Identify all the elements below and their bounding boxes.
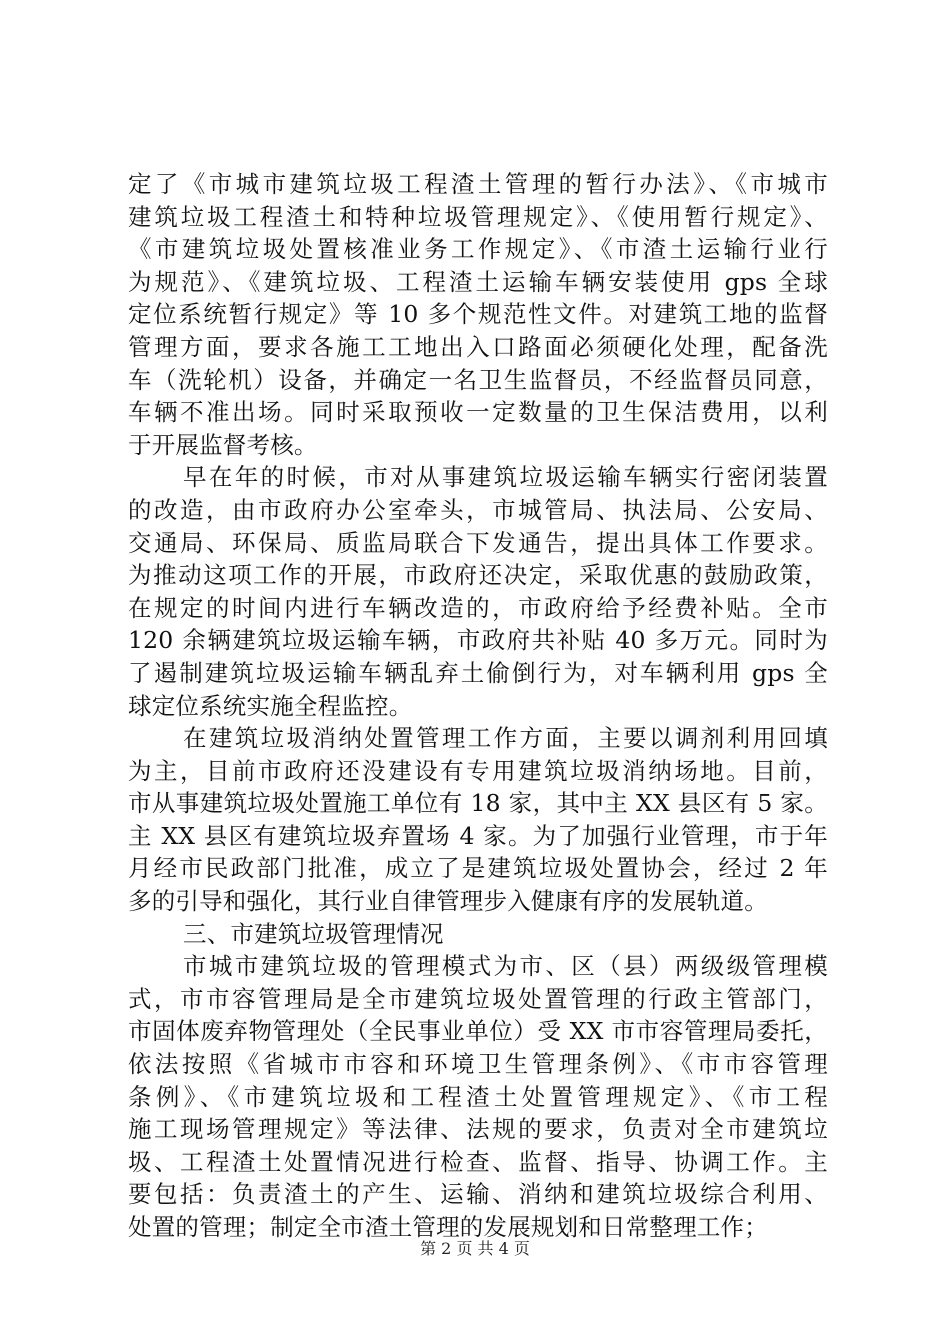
text-line: 月经市民政部门批准，成立了是建筑垃圾处置协会，经过 2 年 xyxy=(128,854,828,883)
text-line: 车（洗轮机）设备，并确定一名卫生监督员，不经监督员同意， xyxy=(128,365,828,394)
text-line: 多的引导和强化，其行业自律管理步入健康有序的发展轨道。 xyxy=(128,887,768,916)
text-line: 定位系统暂行规定》等 10 多个规范性文件。对建筑工地的监督 xyxy=(128,300,828,329)
text-line: 早在年的时候，市对从事建筑垃圾运输车辆实行密闭装置 xyxy=(183,463,828,492)
text-line: 为规范》、《建筑垃圾、工程渣土运输车辆安装使用 gps 全球 xyxy=(128,267,828,296)
text-line: 建筑垃圾工程渣土和特种垃圾管理规定》、《使用暂行规定》、 xyxy=(128,202,828,231)
text-line: 于开展监督考核。 xyxy=(128,430,318,459)
text-line: 主 XX 县区有建筑垃圾弃置场 4 家。为了加强行业管理，市于年 xyxy=(128,821,828,850)
text-line: 交通局、环保局、质监局联合下发通告，提出具体工作要求。 xyxy=(128,528,828,557)
text-line: 条例》、《市建筑垃圾和工程渣土处置管理规定》、《市工程 xyxy=(128,1082,828,1111)
document-body xyxy=(128,168,828,1244)
text-line: 市城市建筑垃圾的管理模式为市、区（县）两级级管理模 xyxy=(183,952,828,981)
text-line: 施工现场管理规定》等法律、法规的要求，负责对全市建筑垃 xyxy=(128,1115,828,1144)
text-line: 在规定的时间内进行车辆改造的，市政府给予经费补贴。全市 xyxy=(128,593,828,622)
page-footer: 第 2 页 共 4 页 xyxy=(420,1239,530,1258)
text-line: 120 余辆建筑垃圾运输车辆，市政府共补贴 40 多万元。同时为 xyxy=(128,626,828,655)
text-line: 为主，目前市政府还没建设有专用建筑垃圾消纳场地。目前， xyxy=(128,756,828,785)
text-line: 要包括：负责渣土的产生、运输、消纳和建筑垃圾综合利用、 xyxy=(128,1180,828,1209)
text-line: 市固体废弃物管理处（全民事业单位）受 XX 市市容管理局委托， xyxy=(128,1017,828,1046)
text-line: 式，市市容管理局是全市建筑垃圾处置管理的行政主管部门， xyxy=(128,984,828,1013)
text-line: 市从事建筑垃圾处置施工单位有 18 家，其中主 XX 县区有 5 家。 xyxy=(128,789,828,818)
text-line: 了遏制建筑垃圾运输车辆乱弃土偷倒行为，对车辆利用 gps 全 xyxy=(128,658,828,687)
text-line: 定了《市城市建筑垃圾工程渣土管理的暂行办法》、《市城市 xyxy=(128,170,828,198)
text-line: 处置的管理；制定全市渣土管理的发展规划和日常整理工作； xyxy=(128,1213,768,1241)
text-line: 管理方面，要求各施工工地出入口路面必须硬化处理，配备洗 xyxy=(128,332,828,361)
text-line: 车辆不准出场。同时采取预收一定数量的卫生保洁费用，以利 xyxy=(128,398,828,427)
text-line: 《市建筑垃圾处置核准业务工作规定》、《市渣土运输行业行 xyxy=(128,235,828,264)
text-line: 圾、工程渣土处置情况进行检查、监督、指导、协调工作。主 xyxy=(128,1147,828,1176)
text-line: 三、市建筑垃圾管理情况 xyxy=(183,919,444,948)
text-line: 的改造，由市政府办公室牵头，市城管局、执法局、公安局、 xyxy=(128,495,828,524)
text-line: 为推动这项工作的开展，市政府还决定，采取优惠的鼓励政策， xyxy=(128,561,828,590)
text-line: 依法按照《省城市市容和环境卫生管理条例》、《市市容管理 xyxy=(128,1050,828,1079)
text-line: 球定位系统实施全程监控。 xyxy=(128,691,413,720)
text-line: 在建筑垃圾消纳处置管理工作方面，主要以调剂利用回填 xyxy=(183,724,828,753)
